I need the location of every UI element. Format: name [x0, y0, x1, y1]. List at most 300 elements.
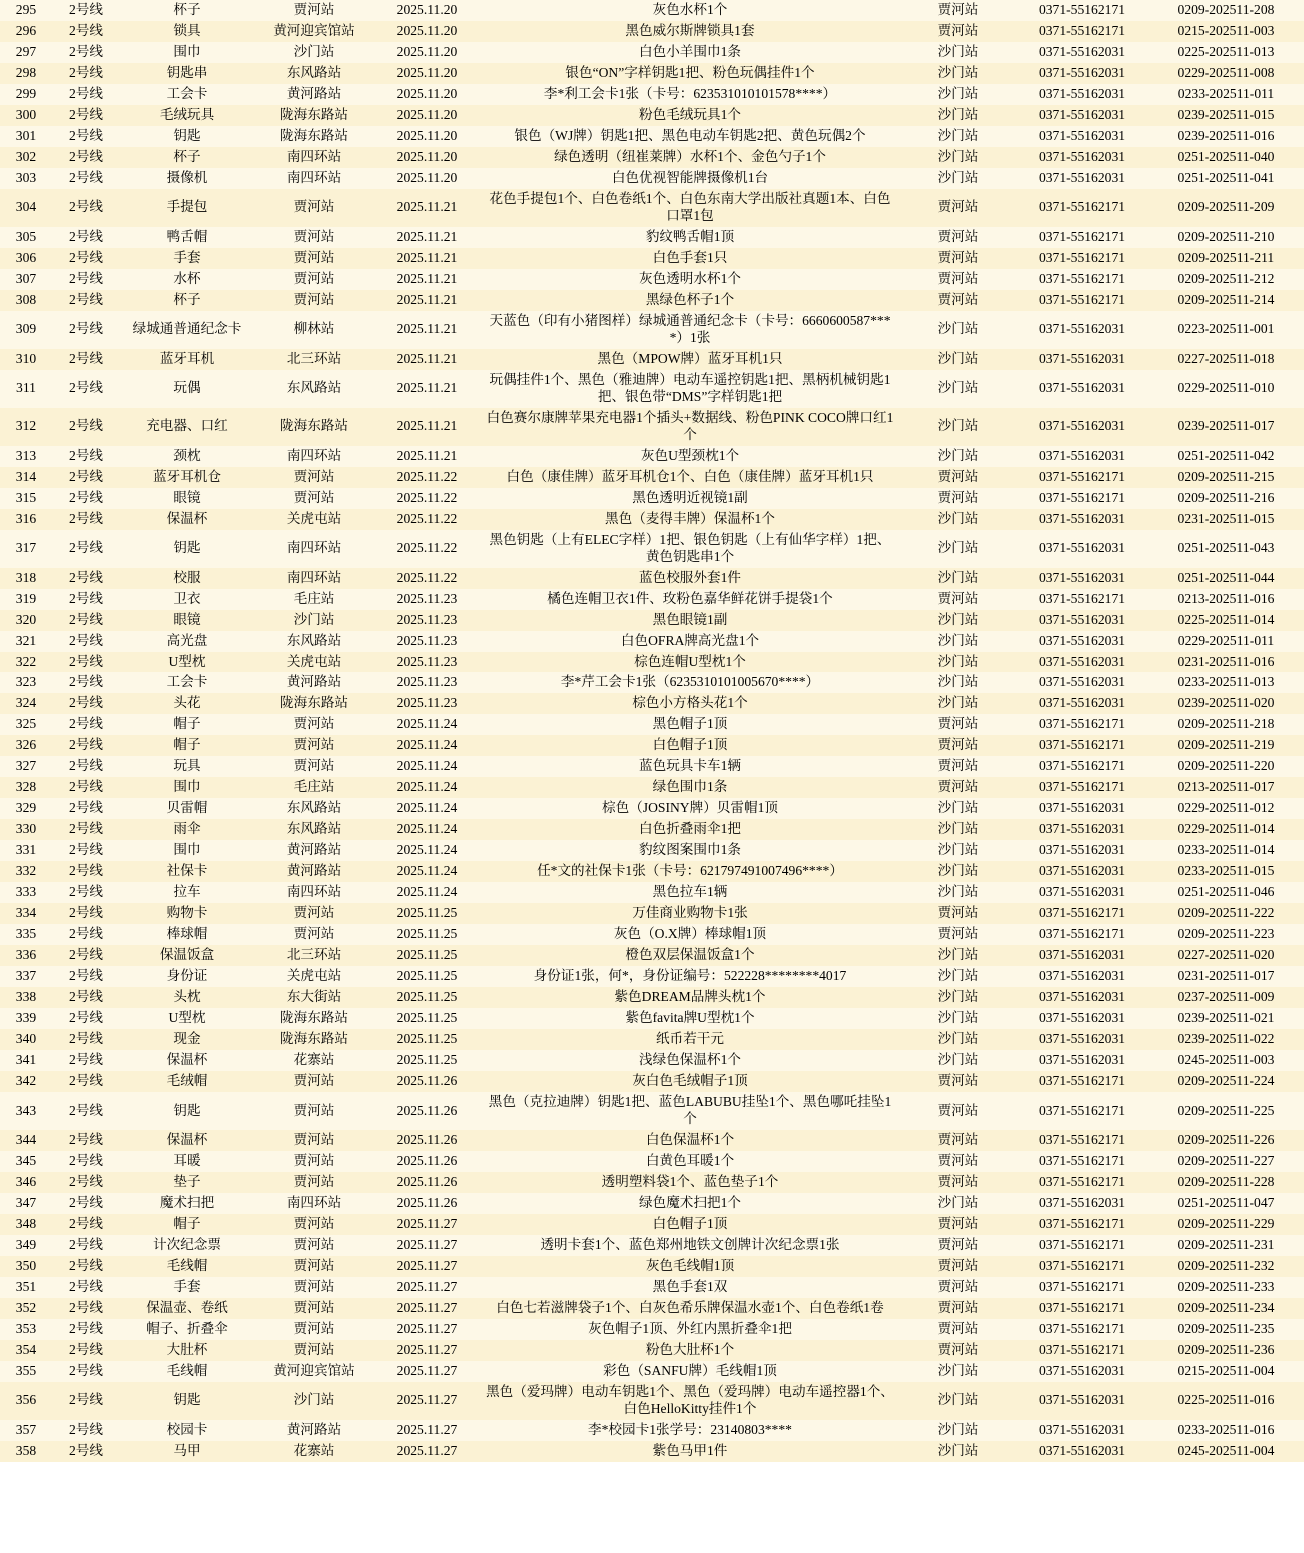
table-cell: 2号线: [52, 777, 120, 798]
table-cell: 314: [0, 467, 52, 488]
table-cell: 眼镜: [120, 488, 254, 509]
table-cell: 2025.11.27: [374, 1340, 480, 1361]
table-cell: 0239-202511-017: [1148, 408, 1304, 446]
table-cell: 0251-202511-040: [1148, 147, 1304, 168]
table-cell: 2025.11.20: [374, 126, 480, 147]
table-cell: 0209-202511-209: [1148, 189, 1304, 227]
table-cell: 钥匙串: [120, 63, 254, 84]
table-cell: 贾河站: [900, 1092, 1016, 1130]
table-cell: 沙门站: [900, 840, 1016, 861]
table-cell: 灰色透明水杯1个: [480, 269, 900, 290]
table-cell: 贾河站: [900, 903, 1016, 924]
table-cell: 2号线: [52, 631, 120, 652]
table-cell: 杯子: [120, 147, 254, 168]
table-cell: 贾河站: [254, 227, 374, 248]
table-cell: 紫色DREAM品牌头枕1个: [480, 987, 900, 1008]
table-cell: 0371-55162031: [1016, 311, 1148, 349]
table-cell: 南四环站: [254, 568, 374, 589]
table-cell: 0209-202511-228: [1148, 1172, 1304, 1193]
table-cell: 贾河站: [900, 467, 1016, 488]
table-cell: 322: [0, 652, 52, 673]
table-cell: 2025.11.23: [374, 693, 480, 714]
table-cell: 贾河站: [900, 714, 1016, 735]
table-cell: 0371-55162031: [1016, 349, 1148, 370]
table-cell: 0251-202511-047: [1148, 1193, 1304, 1214]
table-cell: 2025.11.27: [374, 1319, 480, 1340]
table-cell: 2025.11.27: [374, 1298, 480, 1319]
table-cell: 贾河站: [900, 269, 1016, 290]
table-cell: 彩色（SANFU牌）毛线帽1顶: [480, 1361, 900, 1382]
table-cell: 2025.11.24: [374, 735, 480, 756]
table-cell: 2025.11.25: [374, 966, 480, 987]
table-cell: 钥匙: [120, 530, 254, 568]
table-cell: 沙门站: [900, 945, 1016, 966]
table-cell: 2号线: [52, 1256, 120, 1277]
table-cell: 0371-55162171: [1016, 1319, 1148, 1340]
table-cell: 0229-202511-014: [1148, 819, 1304, 840]
table-cell: 沙门站: [900, 126, 1016, 147]
table-cell: 沙门站: [900, 84, 1016, 105]
table-cell: U型枕: [120, 1008, 254, 1029]
table-row: [0, 21, 1304, 42]
table-cell: 325: [0, 714, 52, 735]
table-cell: 0371-55162031: [1016, 63, 1148, 84]
table-cell: 2号线: [52, 42, 120, 63]
table-cell: 0251-202511-044: [1148, 568, 1304, 589]
table-cell: 玩偶: [120, 370, 254, 408]
table-cell: 黄河路站: [254, 1420, 374, 1441]
table-cell: 0371-55162171: [1016, 227, 1148, 248]
table-cell: 黑色（克拉迪牌）钥匙1把、蓝色LABUBU挂坠1个、黑色哪吒挂坠1个: [480, 1092, 900, 1130]
table-cell: 紫色马甲1件: [480, 1441, 900, 1462]
table-cell: 2025.11.23: [374, 631, 480, 652]
table-cell: 0371-55162031: [1016, 1361, 1148, 1382]
table-cell: 沙门站: [900, 42, 1016, 63]
table-cell: 2025.11.20: [374, 147, 480, 168]
table-row: [0, 735, 1304, 756]
table-cell: 贾河站: [254, 1172, 374, 1193]
table-cell: 李*芹工会卡1张（6235310101005670****）: [480, 672, 900, 693]
table-cell: 沙门站: [900, 652, 1016, 673]
table-cell: 2号线: [52, 0, 120, 21]
table-cell: 0251-202511-041: [1148, 168, 1304, 189]
table-row: [0, 1441, 1304, 1462]
table-cell: 0229-202511-012: [1148, 798, 1304, 819]
table-cell: 贾河站: [254, 924, 374, 945]
table-cell: 2号线: [52, 408, 120, 446]
table-cell: 2号线: [52, 349, 120, 370]
table-cell: 2号线: [52, 1361, 120, 1382]
table-cell: 贾河站: [254, 903, 374, 924]
table-cell: 沙门站: [254, 42, 374, 63]
table-row: [0, 819, 1304, 840]
table-cell: 东大街站: [254, 987, 374, 1008]
table-cell: 0209-202511-216: [1148, 488, 1304, 509]
table-cell: 2号线: [52, 105, 120, 126]
table-cell: 305: [0, 227, 52, 248]
table-cell: 白色（康佳牌）蓝牙耳机仓1个、白色（康佳牌）蓝牙耳机1只: [480, 467, 900, 488]
table-cell: 299: [0, 84, 52, 105]
table-cell: 东风路站: [254, 370, 374, 408]
table-cell: 2号线: [52, 168, 120, 189]
table-cell: 345: [0, 1151, 52, 1172]
table-cell: 0371-55162171: [1016, 1277, 1148, 1298]
table-cell: 0371-55162031: [1016, 819, 1148, 840]
table-cell: 绿色魔术扫把1个: [480, 1193, 900, 1214]
table-cell: 2号线: [52, 1340, 120, 1361]
table-cell: 0371-55162171: [1016, 1214, 1148, 1235]
table-cell: 2025.11.26: [374, 1151, 480, 1172]
table-cell: 2025.11.21: [374, 349, 480, 370]
table-cell: 沙门站: [900, 1441, 1016, 1462]
table-cell: 沙门站: [900, 349, 1016, 370]
table-cell: 2025.11.25: [374, 903, 480, 924]
table-cell: 沙门站: [900, 1382, 1016, 1420]
table-cell: 2号线: [52, 966, 120, 987]
table-cell: 毛庄站: [254, 777, 374, 798]
table-cell: 贾河站: [900, 735, 1016, 756]
table-row: [0, 798, 1304, 819]
table-cell: 2号线: [52, 147, 120, 168]
table-cell: 贾河站: [254, 1298, 374, 1319]
table-cell: 贾河站: [254, 1214, 374, 1235]
table-cell: 2025.11.25: [374, 1029, 480, 1050]
table-cell: 贾河站: [900, 227, 1016, 248]
table-cell: 2025.11.21: [374, 446, 480, 467]
table-cell: 2号线: [52, 714, 120, 735]
table-cell: 0371-55162171: [1016, 714, 1148, 735]
table-cell: 2025.11.21: [374, 370, 480, 408]
table-cell: 0251-202511-042: [1148, 446, 1304, 467]
table-cell: 高光盘: [120, 631, 254, 652]
table-cell: 黑色拉车1辆: [480, 882, 900, 903]
table-row: [0, 1029, 1304, 1050]
table-cell: 2号线: [52, 1151, 120, 1172]
table-cell: 327: [0, 756, 52, 777]
table-row: [0, 840, 1304, 861]
table-cell: 2025.11.25: [374, 924, 480, 945]
table-cell: 白色手套1只: [480, 248, 900, 269]
table-cell: 沙门站: [900, 1029, 1016, 1050]
table-cell: 棕色连帽U型枕1个: [480, 652, 900, 673]
table-cell: 2号线: [52, 819, 120, 840]
table-cell: 毛庄站: [254, 589, 374, 610]
table-cell: 透明卡套1个、蓝色郑州地铁文创牌计次纪念票1张: [480, 1235, 900, 1256]
table-cell: 2号线: [52, 248, 120, 269]
table-cell: 陇海东路站: [254, 1008, 374, 1029]
table-cell: 2号线: [52, 756, 120, 777]
table-cell: 浅绿色保温杯1个: [480, 1050, 900, 1071]
table-cell: 2号线: [52, 488, 120, 509]
table-cell: 2号线: [52, 1277, 120, 1298]
table-cell: 0231-202511-015: [1148, 509, 1304, 530]
table-cell: 2025.11.22: [374, 488, 480, 509]
table-cell: 0371-55162171: [1016, 903, 1148, 924]
table-cell: 336: [0, 945, 52, 966]
table-cell: 2025.11.21: [374, 227, 480, 248]
table-cell: 天蓝色（印有小猪图样）绿城通普通纪念卡（卡号：6660600587****）1张: [480, 311, 900, 349]
table-cell: 贾河站: [900, 248, 1016, 269]
table-cell: 2025.11.26: [374, 1130, 480, 1151]
table-cell: 2025.11.20: [374, 0, 480, 21]
table-cell: 2025.11.24: [374, 861, 480, 882]
table-cell: 0225-202511-013: [1148, 42, 1304, 63]
table-cell: 2025.11.27: [374, 1420, 480, 1441]
table-cell: 白色赛尔康牌苹果充电器1个插头+数据线、粉色PINK COCO牌口红1个: [480, 408, 900, 446]
table-cell: 沙门站: [900, 966, 1016, 987]
table-cell: 沙门站: [900, 882, 1016, 903]
table-cell: 充电器、口红: [120, 408, 254, 446]
table-cell: 计次纪念票: [120, 1235, 254, 1256]
table-cell: 320: [0, 610, 52, 631]
table-cell: 298: [0, 63, 52, 84]
table-cell: 贾河站: [900, 1172, 1016, 1193]
table-row: [0, 777, 1304, 798]
table-cell: 保温饭盒: [120, 945, 254, 966]
table-cell: 310: [0, 349, 52, 370]
table-row: [0, 168, 1304, 189]
table-row: [0, 631, 1304, 652]
table-cell: 贾河站: [254, 290, 374, 311]
table-cell: 2号线: [52, 924, 120, 945]
table-cell: 围巾: [120, 42, 254, 63]
table-cell: 0225-202511-014: [1148, 610, 1304, 631]
table-cell: 关虎屯站: [254, 509, 374, 530]
table-cell: 沙门站: [900, 672, 1016, 693]
table-row: [0, 290, 1304, 311]
table-cell: 沙门站: [900, 168, 1016, 189]
table-cell: 0371-55162031: [1016, 652, 1148, 673]
table-cell: 绿城通普通纪念卡: [120, 311, 254, 349]
table-row: [0, 1050, 1304, 1071]
table-cell: 2号线: [52, 1050, 120, 1071]
table-cell: 2号线: [52, 589, 120, 610]
table-cell: 钥匙: [120, 1092, 254, 1130]
table-cell: 2号线: [52, 1420, 120, 1441]
table-cell: 350: [0, 1256, 52, 1277]
table-cell: 帽子: [120, 735, 254, 756]
table-cell: 贾河站: [254, 269, 374, 290]
table-row: [0, 189, 1304, 227]
table-cell: 陇海东路站: [254, 1029, 374, 1050]
table-cell: 豹纹鸭舌帽1顶: [480, 227, 900, 248]
table-cell: 2号线: [52, 290, 120, 311]
table-cell: 0371-55162031: [1016, 672, 1148, 693]
table-cell: 2025.11.24: [374, 714, 480, 735]
table-cell: 317: [0, 530, 52, 568]
table-cell: 沙门站: [900, 1420, 1016, 1441]
table-cell: 0371-55162171: [1016, 777, 1148, 798]
table-cell: 贾河站: [254, 189, 374, 227]
table-cell: 白色优视智能牌摄像机1台: [480, 168, 900, 189]
table-cell: 贾河站: [254, 1340, 374, 1361]
table-cell: 围巾: [120, 777, 254, 798]
table-cell: 306: [0, 248, 52, 269]
table-cell: 0209-202511-234: [1148, 1298, 1304, 1319]
table-cell: 水杯: [120, 269, 254, 290]
table-cell: 0233-202511-016: [1148, 1420, 1304, 1441]
table-cell: 2号线: [52, 269, 120, 290]
table-cell: 沙门站: [254, 1382, 374, 1420]
table-cell: 贾河站: [900, 1235, 1016, 1256]
table-cell: 0245-202511-004: [1148, 1441, 1304, 1462]
table-cell: 灰色（O.X牌）棒球帽1顶: [480, 924, 900, 945]
table-cell: 蓝色玩具卡车1辆: [480, 756, 900, 777]
table-cell: 贝雷帽: [120, 798, 254, 819]
table-cell: 白色帽子1顶: [480, 735, 900, 756]
table-cell: 鸭舌帽: [120, 227, 254, 248]
table-cell: 沙门站: [900, 1193, 1016, 1214]
table-cell: 0213-202511-017: [1148, 777, 1304, 798]
table-cell: 毛绒帽: [120, 1071, 254, 1092]
table-row: [0, 488, 1304, 509]
table-row: [0, 1340, 1304, 1361]
table-cell: 342: [0, 1071, 52, 1092]
table-cell: 粉色大肚杯1个: [480, 1340, 900, 1361]
table-cell: 沙门站: [900, 568, 1016, 589]
table-cell: 2号线: [52, 84, 120, 105]
table-cell: 2号线: [52, 861, 120, 882]
table-cell: 2025.11.25: [374, 945, 480, 966]
table-cell: 341: [0, 1050, 52, 1071]
table-cell: 349: [0, 1235, 52, 1256]
table-cell: 295: [0, 0, 52, 21]
table-cell: 2号线: [52, 227, 120, 248]
table-cell: 0371-55162171: [1016, 756, 1148, 777]
table-cell: 0209-202511-223: [1148, 924, 1304, 945]
table-cell: 魔术扫把: [120, 1193, 254, 1214]
table-cell: 现金: [120, 1029, 254, 1050]
table-cell: 0371-55162031: [1016, 987, 1148, 1008]
table-cell: 贾河站: [254, 1071, 374, 1092]
table-cell: 321: [0, 631, 52, 652]
table-cell: 0209-202511-235: [1148, 1319, 1304, 1340]
table-cell: 332: [0, 861, 52, 882]
table-cell: 贾河站: [900, 488, 1016, 509]
table-cell: 2025.11.20: [374, 63, 480, 84]
table-row: [0, 311, 1304, 349]
table-cell: 340: [0, 1029, 52, 1050]
table-row: [0, 509, 1304, 530]
table-cell: 0371-55162031: [1016, 1420, 1148, 1441]
table-cell: 2025.11.27: [374, 1361, 480, 1382]
table-cell: 贾河站: [900, 0, 1016, 21]
table-cell: 黑色（爱玛牌）电动车钥匙1个、黑色（爱玛牌）电动车遥控器1个、白色HelloKitty挂件1个: [480, 1382, 900, 1420]
table-row: [0, 84, 1304, 105]
table-cell: 0229-202511-010: [1148, 370, 1304, 408]
table-cell: 2025.11.21: [374, 189, 480, 227]
table-cell: 毛线帽: [120, 1361, 254, 1382]
table-cell: 白黄色耳暖1个: [480, 1151, 900, 1172]
table-cell: 2025.11.21: [374, 408, 480, 446]
table-cell: 耳暖: [120, 1151, 254, 1172]
table-cell: 2号线: [52, 1008, 120, 1029]
table-row: [0, 0, 1304, 21]
table-cell: 棕色（JOSINY牌）贝雷帽1顶: [480, 798, 900, 819]
table-cell: 2号线: [52, 189, 120, 227]
table-cell: 0371-55162031: [1016, 798, 1148, 819]
table-cell: 沙门站: [900, 311, 1016, 349]
table-cell: 陇海东路站: [254, 693, 374, 714]
table-cell: 沙门站: [900, 530, 1016, 568]
table-cell: 0209-202511-219: [1148, 735, 1304, 756]
table-cell: 2025.11.26: [374, 1172, 480, 1193]
table-cell: 0209-202511-226: [1148, 1130, 1304, 1151]
table-cell: 0215-202511-004: [1148, 1361, 1304, 1382]
table-row: [0, 1420, 1304, 1441]
table-cell: 2025.11.24: [374, 756, 480, 777]
table-cell: 关虎屯站: [254, 652, 374, 673]
table-cell: 帽子、折叠伞: [120, 1319, 254, 1340]
table-cell: 2025.11.26: [374, 1193, 480, 1214]
table-cell: 沙门站: [900, 693, 1016, 714]
table-cell: 0371-55162171: [1016, 1071, 1148, 1092]
table-cell: 0229-202511-008: [1148, 63, 1304, 84]
table-cell: 2025.11.21: [374, 248, 480, 269]
table-cell: 蓝牙耳机仓: [120, 467, 254, 488]
table-cell: 358: [0, 1441, 52, 1462]
table-cell: 头枕: [120, 987, 254, 1008]
table-cell: 贾河站: [254, 735, 374, 756]
table-cell: 2号线: [52, 1298, 120, 1319]
table-cell: 2号线: [52, 798, 120, 819]
table-cell: 0371-55162031: [1016, 126, 1148, 147]
table-cell: 钥匙: [120, 126, 254, 147]
table-cell: 身份证1张，何*，身份证编号：522228********4017: [480, 966, 900, 987]
table-cell: 0209-202511-211: [1148, 248, 1304, 269]
table-row: [0, 126, 1304, 147]
table-cell: 2号线: [52, 126, 120, 147]
table-cell: 0371-55162031: [1016, 840, 1148, 861]
table-cell: 绿色围巾1条: [480, 777, 900, 798]
table-cell: 355: [0, 1361, 52, 1382]
table-cell: 毛绒玩具: [120, 105, 254, 126]
table-cell: 0371-55162171: [1016, 1092, 1148, 1130]
table-cell: 0209-202511-227: [1148, 1151, 1304, 1172]
table-cell: 2025.11.22: [374, 467, 480, 488]
table-cell: 0371-55162171: [1016, 248, 1148, 269]
table-cell: 347: [0, 1193, 52, 1214]
table-cell: 灰色U型颈枕1个: [480, 446, 900, 467]
table-cell: 帽子: [120, 1214, 254, 1235]
table-row: [0, 147, 1304, 168]
table-cell: 0209-202511-236: [1148, 1340, 1304, 1361]
table-cell: 北三环站: [254, 349, 374, 370]
table-row: [0, 248, 1304, 269]
table-cell: 2号线: [52, 610, 120, 631]
table-row: [0, 945, 1304, 966]
table-cell: 贾河站: [254, 1277, 374, 1298]
table-cell: 南四环站: [254, 530, 374, 568]
table-cell: 0371-55162031: [1016, 105, 1148, 126]
table-cell: 2号线: [52, 672, 120, 693]
table-cell: 0239-202511-015: [1148, 105, 1304, 126]
table-cell: 贾河站: [900, 1277, 1016, 1298]
table-cell: 贾河站: [254, 1092, 374, 1130]
table-cell: 0371-55162031: [1016, 1441, 1148, 1462]
table-cell: 0371-55162031: [1016, 568, 1148, 589]
table-row: [0, 966, 1304, 987]
table-row: [0, 589, 1304, 610]
table-cell: 302: [0, 147, 52, 168]
table-row: [0, 1319, 1304, 1340]
table-cell: 323: [0, 672, 52, 693]
table-cell: 沙门站: [900, 819, 1016, 840]
table-cell: 0371-55162031: [1016, 530, 1148, 568]
table-cell: 纸币若干元: [480, 1029, 900, 1050]
table-cell: 0371-55162031: [1016, 446, 1148, 467]
table-row: [0, 63, 1304, 84]
